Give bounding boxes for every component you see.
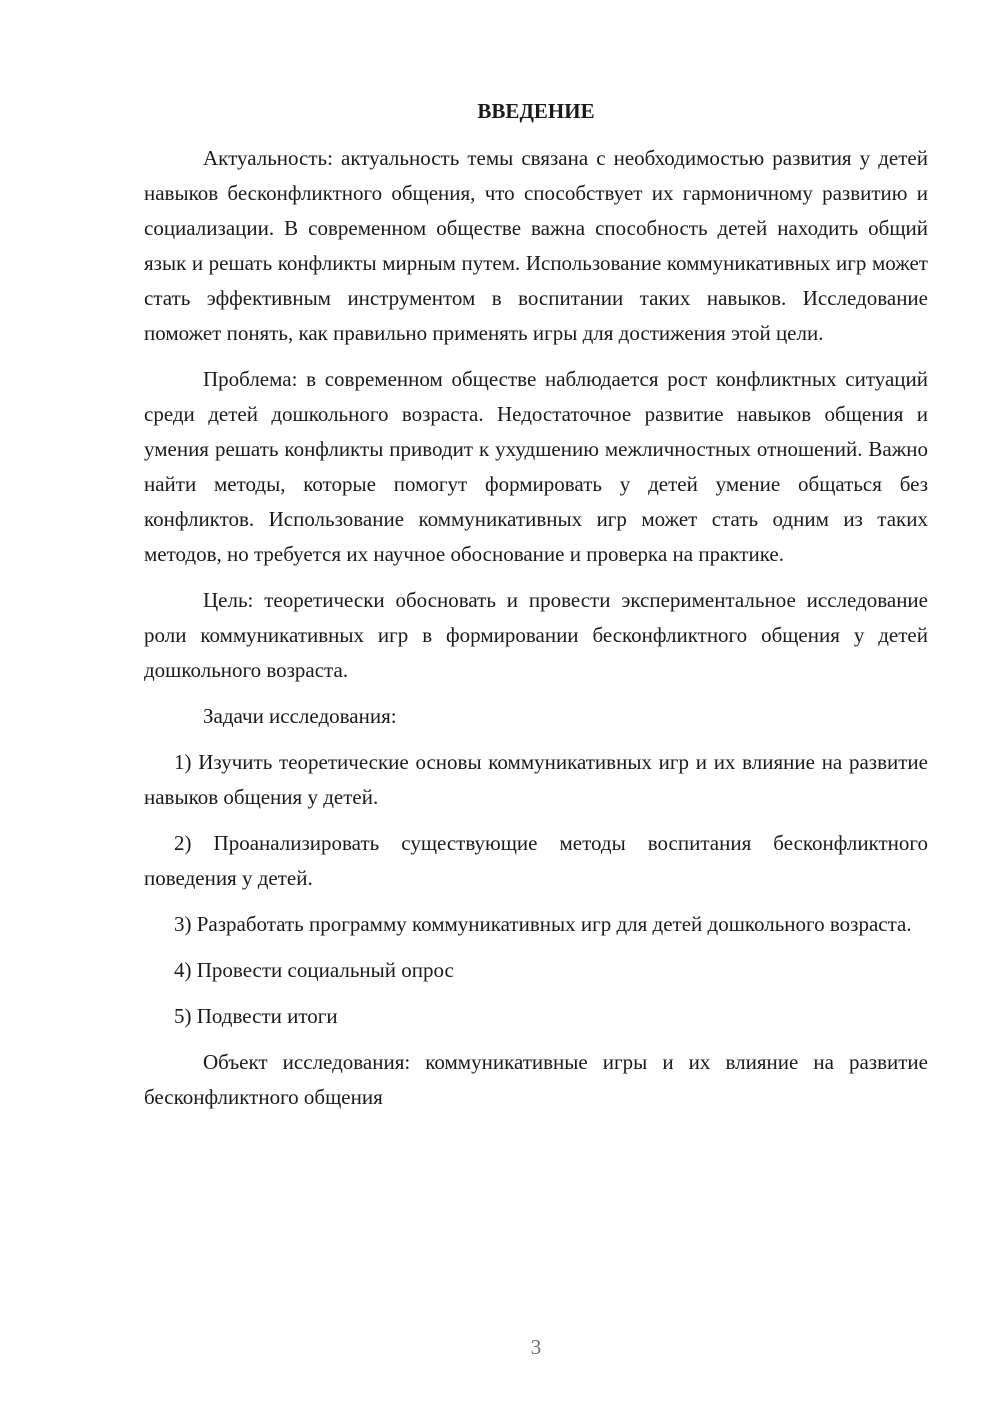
task-item-2: 2) Проанализировать существующие методы воспитания бесконфликтного поведения у детей.	[144, 831, 928, 890]
goal-paragraph: Цель: теоретически обосновать и провести экспериментальное исследование роли коммуникативных игр в формировании бесконфликтного общения у детей дошкольного возраста.	[144, 588, 928, 682]
task-item-5: 5) Подвести итоги	[174, 1004, 338, 1028]
tasks-heading: Задачи исследования:	[203, 704, 397, 728]
task-item-3: 3) Разработать программу коммуникативных игр для детей дошкольного возраста.	[174, 912, 912, 936]
task-item-4: 4) Провести социальный опрос	[174, 958, 454, 982]
task-item-1: 1) Изучить теоретические основы коммуникативных игр и их влияние на развитие навыков общения у детей.	[144, 750, 928, 809]
tasks-list	[144, 745, 928, 1034]
section-title: ВВЕДЕНИЕ	[477, 99, 595, 123]
relevance-paragraph: Актуальность: актуальность темы связана с необходимостью развития у детей навыков бесконфликтного общения, что способствует их гармоничному развитию и социализации. В современном обществе важна способность детей находить общий язык и решать конфликты мирным путем. Использование коммуникативных игр может стать эффективным инструментом в воспитании таких навыков. Исследование поможет понять, как правильно применять игры для достижения этой цели.	[144, 146, 928, 345]
problem-paragraph: Проблема: в современном обществе наблюдается рост конфликтных ситуаций среди детей дошкольного возраста. Недостаточное развитие навыков общения и умения решать конфликты приводит к ухудшению межличностных отношений. Важно найти методы, которые помогут формировать у детей умение общаться без конфликтов. Использование коммуникативных игр может стать одним из таких методов, но требуется их научное обоснование и проверка на практике.	[144, 367, 928, 566]
object-paragraph: Объект исследования: коммуникативные игры и их влияние на развитие бесконфликтного общения	[144, 1050, 928, 1109]
page-number: 3	[530, 1335, 542, 1359]
document-page	[144, 96, 928, 1126]
